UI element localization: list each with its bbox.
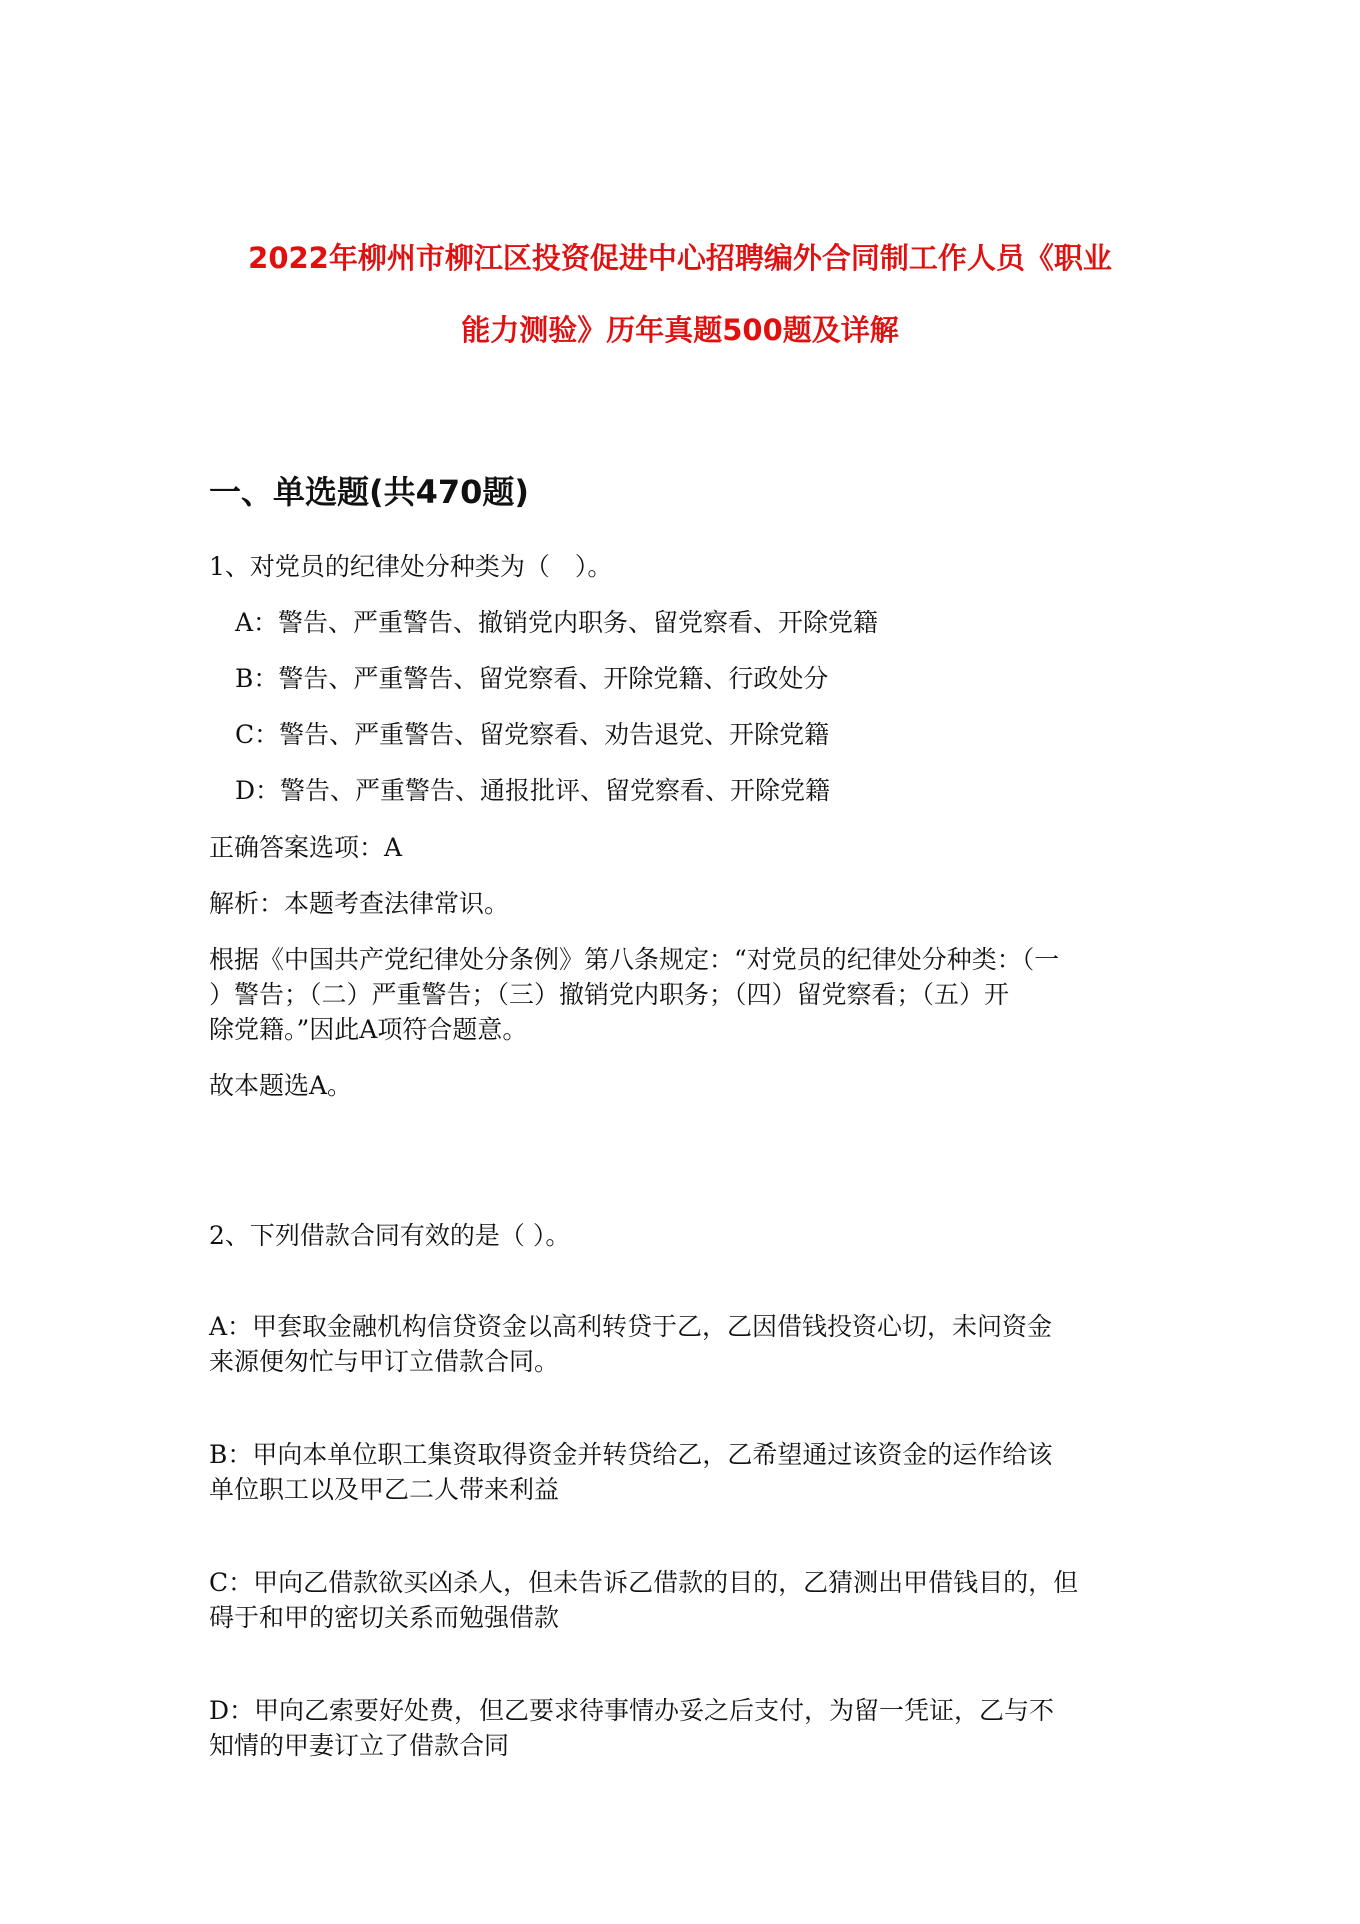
question-1-analysis-line-1: 根据《中国共产党纪律处分条例》第八条规定：“对党员的纪律处分种类：（一 [209,945,1060,974]
question-1-option-a: A：警告、严重警告、撤销党内职务、留党察看、开除党籍 [235,608,879,637]
question-2-option-d-line-1: D：甲向乙索要好处费，但乙要求待事情办妥之后支付，为留一凭证，乙与不 [209,1696,1055,1725]
document-title-line-2: 能力测验》历年真题500题及详解 [461,313,899,347]
question-2-option-c-line-2: 碍于和甲的密切关系而勉强借款 [209,1603,560,1632]
document-title-line-1: 2022年柳州市柳江区投资促进中心招聘编外合同制工作人员《职业 [248,241,1112,275]
question-2-text: 2、下列借款合同有效的是（ ）。 [209,1221,571,1250]
question-1-analysis-line-2: ）警告；（二）严重警告；（三）撤销党内职务；（四）留党察看；（五）开 [209,980,1010,1009]
question-1-analysis-line-3: 除党籍。”因此A项符合题意。 [209,1015,528,1044]
question-1-text: 1、对党员的纪律处分种类为（ ）。 [209,552,613,581]
question-1-conclusion: 故本题选A。 [209,1071,353,1100]
question-1-option-c: C：警告、严重警告、留党察看、劝告退党、开除党籍 [235,720,830,749]
question-1-option-b: B：警告、严重警告、留党察看、开除党籍、行政处分 [235,664,829,693]
question-1-answer: 正确答案选项：A [209,833,403,862]
question-2-option-b-line-1: B：甲向本单位职工集资取得资金并转贷给乙，乙希望通过该资金的运作给该 [209,1440,1053,1469]
question-2-option-d-line-2: 知情的甲妻订立了借款合同 [209,1731,510,1760]
question-2-option-a-line-2: 来源便匆忙与甲订立借款合同。 [209,1347,560,1376]
question-2-option-a-line-1: A：甲套取金融机构信贷资金以高利转贷于乙，乙因借钱投资心切，未问资金 [209,1312,1053,1341]
question-2-option-b-line-2: 单位职工以及甲乙二人带来利益 [209,1475,560,1504]
question-1-option-d: D：警告、严重警告、通报批评、留党察看、开除党籍 [235,776,831,805]
question-2-option-c-line-1: C：甲向乙借款欲买凶杀人，但未告诉乙借款的目的，乙猜测出甲借钱目的，但 [209,1568,1079,1597]
question-1-analysis-intro: 解析：本题考查法律常识。 [209,889,510,918]
section-heading: 一、单选题(共470题) [209,473,530,511]
